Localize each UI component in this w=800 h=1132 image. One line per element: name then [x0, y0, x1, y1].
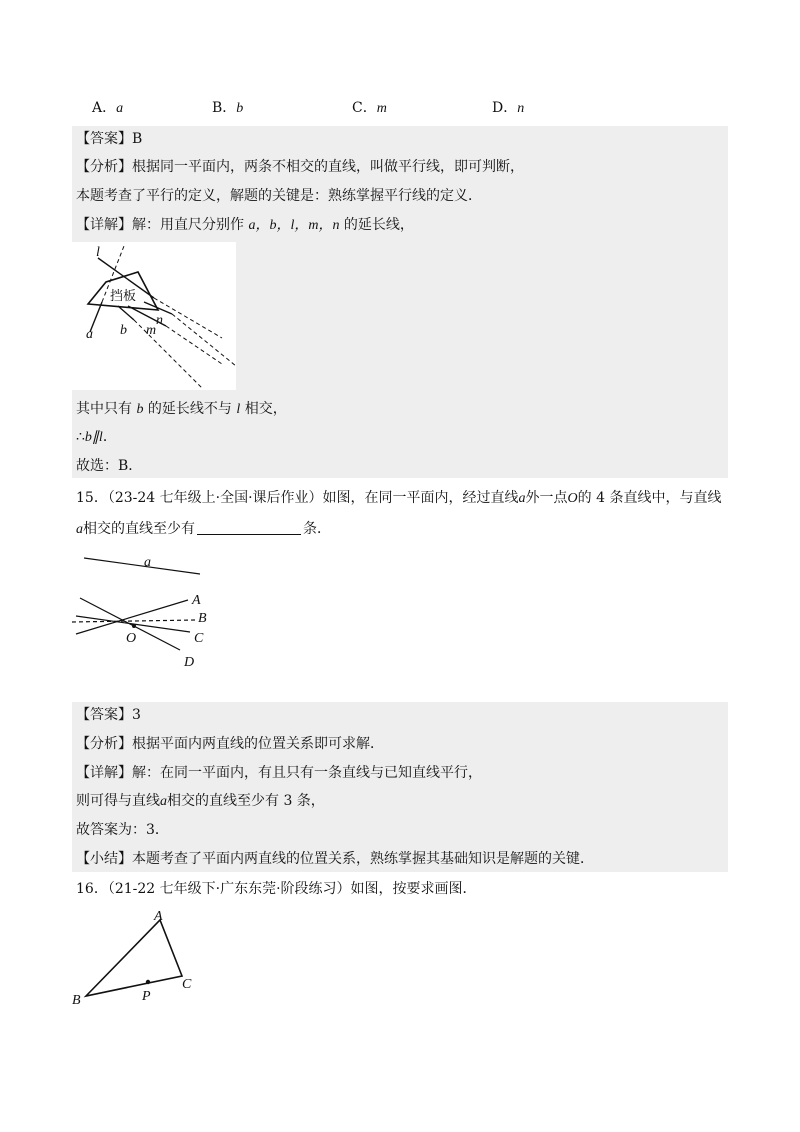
label-B: B: [72, 993, 81, 1008]
option-a: A．a: [92, 100, 124, 116]
label-P: P: [142, 989, 151, 1004]
label-a: a: [86, 327, 93, 342]
line-ob: [72, 620, 196, 622]
point-p: [146, 980, 150, 984]
option-b: B．b: [212, 100, 244, 116]
q14-figure: [72, 242, 236, 390]
label-m: m: [146, 323, 157, 338]
q15-question-line-1: 15．（23-24 七年级上·全国·课后作业）如图，在同一平面内，经过直线a外一点O的 4 条直线中，与直线: [76, 490, 722, 506]
q14-answer: 【答案】B: [76, 131, 143, 147]
label-B: B: [198, 611, 207, 626]
q16-question: 16．（21-22 七年级下·广东东莞·阶段练习）如图，按要求画图．: [76, 881, 477, 897]
label-A: A: [192, 593, 201, 608]
label-C: C: [194, 631, 204, 646]
q16-figure: [70, 906, 210, 1010]
label-O: O: [126, 631, 137, 646]
line-oc: [76, 616, 190, 632]
option-d: D．n: [492, 100, 525, 116]
q15-detail-2: 则可得与直线a相交的直线至少有 3 条，: [76, 793, 325, 809]
q15-final: 故答案为：3．: [76, 822, 169, 838]
q14-analysis-2: 本题考查了平行的定义，解题的关键是：熟练掌握平行线的定义．: [76, 188, 482, 204]
q15-solution-block: [72, 702, 728, 872]
label-n: n: [156, 313, 163, 328]
board-label: 挡板: [110, 289, 137, 304]
label-A: A: [154, 909, 163, 924]
q14-choice: 故选：B．: [76, 458, 143, 474]
label-C: C: [182, 977, 192, 992]
line-a: [84, 558, 200, 574]
q14-detail: 【详解】解：用直尺分别作 a，b，l，m，n 的延长线，: [76, 217, 414, 233]
q14-therefore: ∴b∥l．: [76, 429, 117, 445]
q15-figure: [70, 550, 220, 672]
q15-detail: 【详解】解：在同一平面内，有且只有一条直线与已知直线平行，: [76, 765, 482, 781]
label-a: a: [144, 555, 151, 570]
option-c: C．m: [352, 100, 387, 116]
q15-analysis: 【分析】根据平面内两直线的位置关系即可求解．: [76, 736, 384, 752]
label-l: l: [96, 245, 100, 260]
q14-analysis: 【分析】根据同一平面内，两条不相交的直线，叫做平行线，即可判断，: [76, 159, 524, 175]
triangle-abc: [86, 920, 182, 996]
point-o: [132, 624, 136, 628]
label-b: b: [120, 323, 127, 338]
q15-question-line-2: a相交的直线至少有 条．: [76, 521, 331, 537]
q15-answer: 【答案】3: [76, 707, 141, 723]
q14-conclusion: 其中只有 b 的延长线不与 l 相交，: [76, 401, 287, 417]
answer-blank[interactable]: [197, 520, 301, 535]
q15-summary: 【小结】本题考查了平面内两直线的位置关系，熟练掌握其基础知识是解题的关键．: [76, 851, 594, 867]
label-D: D: [184, 655, 195, 670]
